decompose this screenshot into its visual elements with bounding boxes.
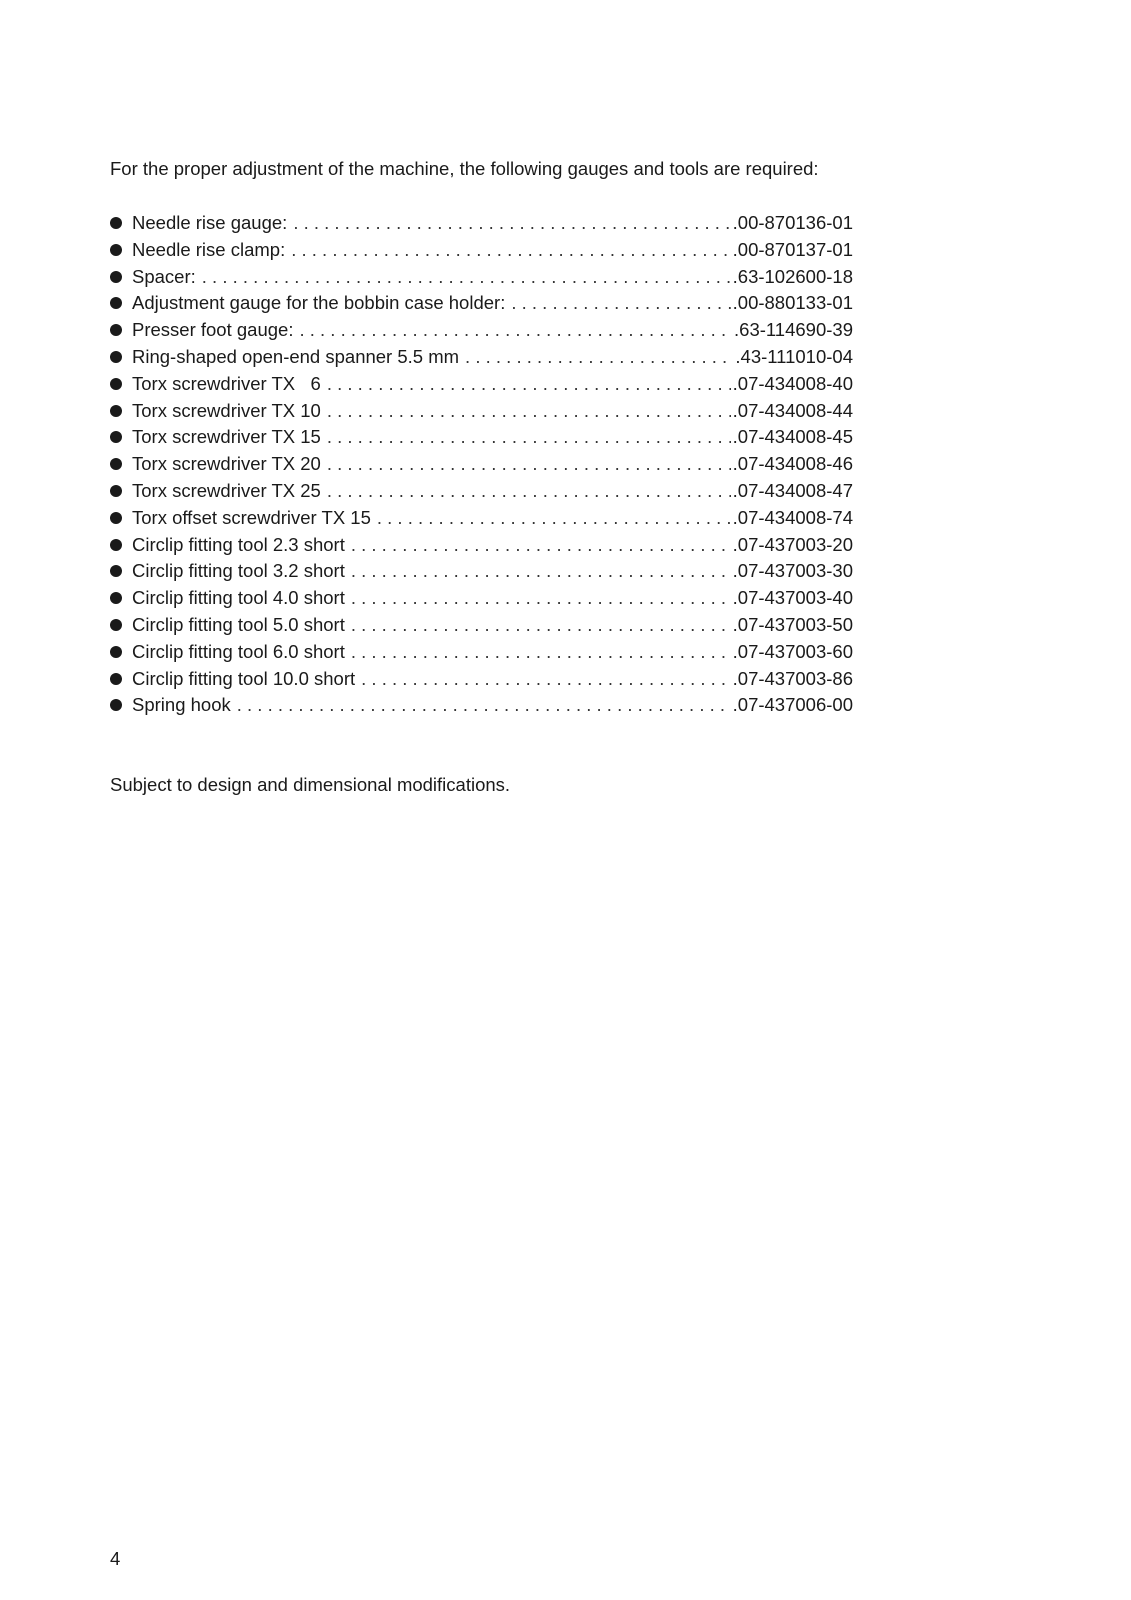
dot-leader [327, 371, 731, 398]
part-number: .07-434008-74 [732, 506, 853, 528]
part-number: .07-437003-30 [732, 560, 853, 582]
tool-name: Needle rise clamp: [132, 238, 286, 260]
tool-name: Presser foot gauge: [132, 319, 294, 341]
bullet-icon [110, 565, 122, 577]
part-number: .00-870136-01 [732, 212, 853, 233]
part-number: .07-437006-00 [732, 694, 853, 716]
tool-list [110, 210, 853, 719]
dot-leader [511, 290, 730, 317]
bullet-icon [110, 405, 122, 417]
list-item [110, 558, 853, 585]
list-item [110, 532, 853, 559]
dot-leader [291, 237, 730, 264]
dot-leader [327, 398, 731, 425]
list-item [110, 290, 853, 317]
list-item [110, 478, 853, 505]
list-item [110, 317, 853, 344]
tool-name: Circlip fitting tool 10.0 short [132, 667, 356, 689]
bullet-icon [110, 297, 122, 309]
part-number: .07-434008-47 [732, 479, 853, 501]
tool-name: Ring-shaped open-end spanner 5.5 mm [132, 345, 460, 367]
tool-name: Circlip fitting tool 6.0 short [132, 640, 345, 662]
bullet-icon [110, 271, 122, 283]
dot-leader [351, 612, 731, 639]
bullet-icon [110, 512, 122, 524]
dot-leader [361, 666, 731, 693]
part-number: .07-437003-40 [732, 587, 853, 609]
tool-name: Circlip fitting tool 4.0 short [132, 587, 345, 609]
bullet-icon [110, 619, 122, 631]
dot-leader [351, 585, 731, 612]
bullet-icon [110, 324, 122, 336]
list-item [110, 398, 853, 425]
intro-text: For the proper adjustment of the machine, the following gauges and tools are required: [110, 158, 819, 179]
dot-leader [351, 558, 731, 585]
bullet-icon [110, 485, 122, 497]
dot-leader [377, 505, 731, 532]
dot-leader [351, 532, 731, 559]
list-item [110, 371, 853, 398]
tool-name: Adjustment gauge for the bobbin case holder: [132, 292, 506, 314]
part-number: .63-102600-18 [732, 265, 853, 287]
dot-leader [293, 210, 730, 237]
list-item [110, 612, 853, 639]
list-item [110, 424, 853, 451]
tool-name: Circlip fitting tool 5.0 short [132, 613, 345, 635]
part-number: .00-880133-01 [732, 292, 853, 314]
dot-leader [351, 639, 731, 666]
part-number: .07-437003-50 [732, 613, 853, 635]
bullet-icon [110, 699, 122, 711]
part-number: .07-437003-86 [732, 667, 853, 689]
part-number: .00-870137-01 [732, 238, 853, 260]
list-item [110, 344, 853, 371]
list-item [110, 264, 853, 291]
tool-name: Torx offset screwdriver TX 15 [132, 506, 371, 528]
part-number: .63-114690-39 [734, 319, 853, 341]
list-item [110, 666, 853, 693]
bullet-icon [110, 378, 122, 390]
dot-leader [237, 692, 731, 719]
bullet-icon [110, 592, 122, 604]
page-number: 4 [110, 1548, 121, 1569]
list-item [110, 451, 853, 478]
footer-note: Subject to design and dimensional modifications. [110, 774, 511, 795]
bullet-icon [110, 431, 122, 443]
dot-leader [465, 344, 733, 371]
bullet-icon [110, 217, 122, 229]
tool-name: Needle rise gauge: [132, 212, 288, 233]
tool-name: Torx screwdriver TX 6 [132, 372, 321, 394]
list-item [110, 210, 853, 237]
dot-leader [327, 451, 731, 478]
tool-name: Circlip fitting tool 2.3 short [132, 533, 345, 555]
tool-name: Torx screwdriver TX 15 [132, 426, 321, 448]
tool-name: Torx screwdriver TX 10 [132, 399, 321, 421]
list-item [110, 639, 853, 666]
part-number: .07-434008-40 [732, 372, 853, 394]
dot-leader [202, 264, 731, 291]
bullet-icon [110, 458, 122, 470]
bullet-icon [110, 244, 122, 256]
list-item [110, 505, 853, 532]
dot-leader [327, 478, 731, 505]
tool-name: Spacer: [132, 265, 196, 287]
dot-leader [327, 424, 731, 451]
part-number: .43-111010-04 [735, 345, 853, 367]
bullet-icon [110, 646, 122, 658]
bullet-icon [110, 539, 122, 551]
list-item [110, 585, 853, 612]
tool-name: Spring hook [132, 694, 231, 716]
part-number: .07-437003-20 [732, 533, 853, 555]
tool-name: Circlip fitting tool 3.2 short [132, 560, 345, 582]
dot-leader [299, 317, 732, 344]
part-number: .07-434008-46 [732, 453, 853, 475]
list-item [110, 692, 853, 719]
part-number: .07-437003-60 [732, 640, 853, 662]
list-item [110, 237, 853, 264]
bullet-icon [110, 673, 122, 685]
tool-name: Torx screwdriver TX 25 [132, 479, 321, 501]
part-number: .07-434008-44 [732, 399, 853, 421]
part-number: .07-434008-45 [732, 426, 853, 448]
bullet-icon [110, 351, 122, 363]
tool-name: Torx screwdriver TX 20 [132, 453, 321, 475]
